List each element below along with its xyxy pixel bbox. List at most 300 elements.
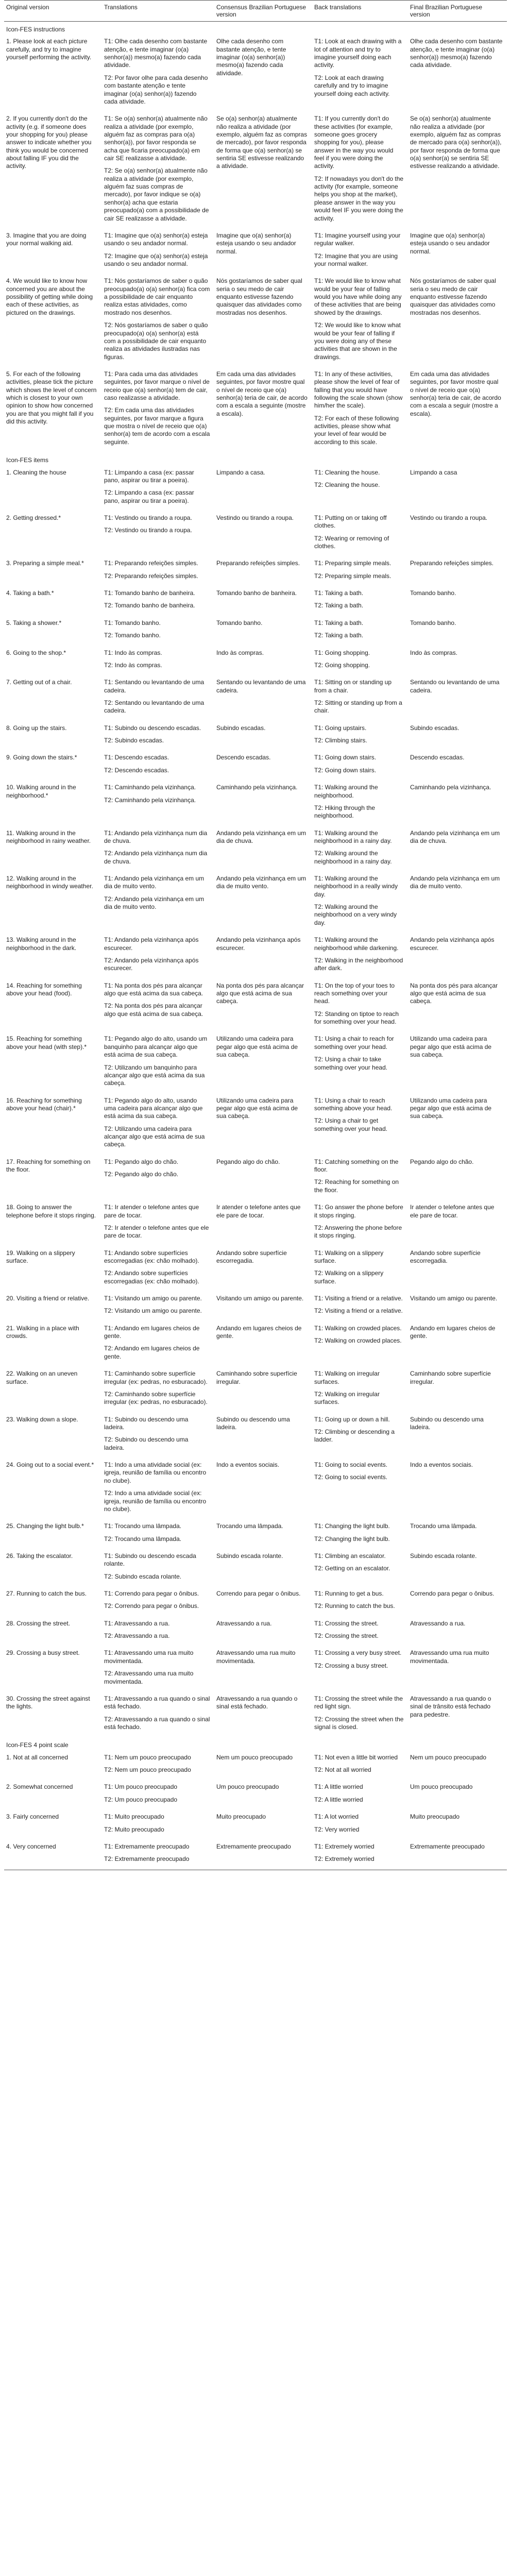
cell-translations xyxy=(102,511,214,556)
cell-translations xyxy=(102,1032,214,1093)
cell-translations-entry: T1: Andando sobre superfícies escorregadias (ex: chão molhado). xyxy=(104,1249,199,1264)
cell-consensus: Ir atender o telefone antes que ele pare de tocar. xyxy=(216,1204,301,1219)
cell-original: 3. Fairly concerned xyxy=(6,1813,59,1821)
cell-final: Atravessando a rua. xyxy=(410,1619,466,1627)
section-heading-row xyxy=(4,22,507,35)
cell-consensus: Andando sobre superfície escorregadia. xyxy=(216,1249,287,1264)
cell-back-translations-entry: T2: Look at each drawing carefully and try to imagine yourself doing each activity. xyxy=(314,74,390,97)
cell-back-translations-entry: T2: Visiting a friend or a relative. xyxy=(314,1307,403,1315)
cell-translations-entry: T2: Caminhando sobre superfície irregular (ex: pedras, no esburacado). xyxy=(104,1390,208,1406)
cell-original: 30. Crossing the street against the lights. xyxy=(6,1694,90,1710)
cell-back-translations-entry: T2: Walking in the neighborhood after dark. xyxy=(314,956,403,972)
cell-translations-entry: T2: Utilizando um banquinho para alcançar algo que está acima da sua cabeça. xyxy=(104,1063,205,1087)
cell-back-translations-entry: T1: Crossing the street. xyxy=(314,1619,379,1627)
cell-translations-entry: T2: Ir atender o telefone antes que ele pare de tocar. xyxy=(104,1224,209,1240)
cell-translations xyxy=(102,367,214,452)
cell-back-translations-entry: T1: Walking around the neighborhood in a rainy day. xyxy=(314,829,392,844)
cell-consensus: Caminhando pela vizinhança. xyxy=(216,784,298,791)
translation-table-container xyxy=(4,0,507,1870)
cell-back-translations-entry: T2: Walking around the neighborhood on a very windy day. xyxy=(314,903,397,926)
table-row xyxy=(4,1200,507,1246)
table-row xyxy=(4,367,507,452)
cell-consensus: Olhe cada desenho com bastante atenção, e tente imaginar (o(a) senhor(a)) mesmo(a) fazendo cada atividade. xyxy=(216,38,286,77)
cell-translations-entry: T1: Visitando um amigo ou parente. xyxy=(104,1295,202,1302)
cell-translations-entry: T2: Andando pela vizinhança após escurecer. xyxy=(104,956,199,972)
cell-back-translations-entry: T1: Preparing simple meals. xyxy=(314,560,391,567)
cell-consensus: Andando pela vizinhança em um dia de chuva. xyxy=(216,829,306,844)
cell-back-translations-entry: T2: Not at all worried xyxy=(314,1766,371,1774)
cell-back-translations-entry: T1: Going upstairs. xyxy=(314,724,367,732)
cell-original: 19. Walking on a slippery surface. xyxy=(6,1249,75,1264)
cell-original: 2. Getting dressed.* xyxy=(6,514,61,521)
table-row xyxy=(4,1587,507,1617)
cell-back-translations-entry: T2: Crossing a busy street. xyxy=(314,1662,388,1669)
cell-translations-entry: T1: Indo a uma atividade social (ex: igreja, reunião de família ou encontro no clube). xyxy=(104,1461,207,1484)
section-heading-row xyxy=(4,452,507,465)
cell-back-translations-entry: T2: Going down stairs. xyxy=(314,766,377,774)
cell-back-translations-entry: T2: Hiking through the neighborhood. xyxy=(314,804,376,820)
cell-translations-entry: T2: Utilizando uma cadeira para alcançar algo que está acima de sua cabeça. xyxy=(104,1125,205,1148)
cell-back-translations-entry: T1: Walking on irregular surfaces. xyxy=(314,1370,380,1385)
cell-back-translations xyxy=(312,1246,408,1292)
cell-translations xyxy=(102,556,214,586)
cell-back-translations-entry: T1: Catching something on the floor. xyxy=(314,1158,399,1174)
cell-translations xyxy=(102,1413,214,1458)
table-row xyxy=(4,872,507,933)
cell-final: Descendo escadas. xyxy=(410,754,465,761)
cell-back-translations xyxy=(312,1519,408,1549)
cell-consensus: Andando pela vizinhança após escurecer. xyxy=(216,936,301,952)
cell-back-translations xyxy=(312,933,408,978)
cell-back-translations-entry: T1: Going shopping. xyxy=(314,649,370,656)
cell-consensus: Limpando a casa. xyxy=(216,468,265,476)
cell-final: Utilizando uma cadeira para pegar algo que está acima de sua cabeça. xyxy=(410,1096,492,1120)
cell-translations-entry: T1: Atravessando a rua quando o sinal está fechado. xyxy=(104,1694,210,1710)
cell-back-translations xyxy=(312,872,408,933)
cell-back-translations-entry: T1: Look at each drawing with a lot of attention and try to imagine yourself doing each activity. xyxy=(314,38,402,69)
cell-consensus: Em cada uma das atividades seguintes, por favor mostre qual o nível de receio que o(a) senhor(a) teria de cair, de acordo com a escala a seguinte (mostre a escala). xyxy=(216,370,308,417)
cell-translations xyxy=(102,781,214,826)
cell-translations-entry: T1: Tomando banho de banheira. xyxy=(104,589,195,597)
cell-final: Andando sobre superfície escorregadia. xyxy=(410,1249,481,1264)
cell-translations-entry: T1: Subindo ou descendo escada rolante. xyxy=(104,1552,196,1568)
cell-consensus: Sentando ou levantando de uma cadeira. xyxy=(216,679,306,694)
cell-final: Olhe cada desenho com bastante atenção, e tente imaginar (o(a) senhor(a)) mesmo(a) fazendo cada atividade. xyxy=(410,38,503,69)
cell-back-translations-entry: T1: Going to social events. xyxy=(314,1461,388,1469)
cell-back-translations-entry: T1: Changing the light bulb. xyxy=(314,1522,390,1530)
table-row xyxy=(4,979,507,1032)
cell-translations-entry: T2: Descendo escadas. xyxy=(104,766,169,774)
cell-back-translations xyxy=(312,229,408,274)
cell-original: 2. Somewhat concerned xyxy=(6,1783,73,1791)
cell-original: 28. Crossing the street. xyxy=(6,1619,71,1627)
cell-translations-entry: T1: Nós gostaríamos de saber o quão preocupado(a) o(a) senhor(a) fica com a possibilidade de cair enquanto realiza estas atividades, como mostrado nos desenhos. xyxy=(104,277,210,316)
cell-original: 5. Taking a shower.* xyxy=(6,619,62,626)
cell-back-translations-entry: T1: Walking on a slippery surface. xyxy=(314,1249,384,1264)
cell-back-translations-entry: T1: Cleaning the house. xyxy=(314,468,380,476)
cell-consensus: Atravessando a rua. xyxy=(216,1619,272,1627)
cell-translations-entry: T2: Tomando banho de banheira. xyxy=(104,602,195,609)
table-row xyxy=(4,1246,507,1292)
cell-original: 8. Going up the stairs. xyxy=(6,724,67,732)
cell-translations-entry: T1: Se o(a) senhor(a) atualmente não realiza a atividade (por exemplo, alguém faz as compras para o(a) senhor(a)), por favor responda se acha que ficaria preocupado(a) em cair SE realizasse a atividade. xyxy=(104,115,208,162)
cell-back-translations-entry: T1: On the top of your toes to reach something over your head. xyxy=(314,981,395,1005)
table-row xyxy=(4,751,507,781)
cell-consensus: Indo a eventos sociais. xyxy=(216,1461,280,1469)
cell-back-translations-entry: T2: Preparing simple meals. xyxy=(314,572,391,580)
cell-back-translations xyxy=(312,367,408,452)
table-row xyxy=(4,229,507,274)
table-row xyxy=(4,1094,507,1155)
cell-translations xyxy=(102,1367,214,1412)
cell-back-translations-entry: T1: Imagine yourself using your regular walker. xyxy=(314,231,401,247)
cell-back-translations-entry: T2: Reaching for something on the floor. xyxy=(314,1178,399,1194)
cell-original: 15. Reaching for something above your head (with step).* xyxy=(6,1035,87,1050)
cell-back-translations xyxy=(312,1292,408,1321)
cell-translations-entry: T2: Preparando refeições simples. xyxy=(104,572,198,580)
cell-translations xyxy=(102,1094,214,1155)
table-row xyxy=(4,933,507,978)
cell-back-translations-entry: T2: Wearing or removing of clothes. xyxy=(314,534,389,550)
table-row xyxy=(4,1367,507,1412)
cell-translations-entry: T1: Caminhando sobre superfície irregular (ex: pedras, no esburacado). xyxy=(104,1370,208,1385)
cell-translations-entry: T1: Subindo ou descendo escadas. xyxy=(104,724,201,732)
cell-translations-entry: T1: Para cada uma das atividades seguintes, por favor marque o nível de receio que o(a) senhor(a) tem de cair, caso realizasse a atividade. xyxy=(104,370,210,402)
cell-back-translations-entry: T1: If you currently don't do these activities (for example, someone goes grocery shopping for you), please answer in the way you would feel if you were doing the activity. xyxy=(314,115,394,170)
cell-consensus: Descendo escadas. xyxy=(216,754,271,761)
cell-original: 27. Running to catch the bus. xyxy=(6,1590,87,1598)
cell-translations-entry: T1: Um pouco preocupado xyxy=(104,1783,178,1791)
cell-translations-entry: T1: Imagine que o(a) senhor(a) esteja usando o seu andador normal. xyxy=(104,231,208,247)
cell-translations xyxy=(102,1200,214,1246)
cell-back-translations xyxy=(312,1458,408,1519)
cell-original: 4. Very concerned xyxy=(4,1840,102,1870)
table-row xyxy=(4,274,507,367)
table-row xyxy=(4,675,507,721)
cell-back-translations-entry: T1: In any of these activities, please show the level of fear of falling that you would have following the scale shown (show him/her the scale). xyxy=(314,370,403,410)
table-row xyxy=(4,781,507,826)
cell-translations-entry: T2: Visitando um amigo ou parente. xyxy=(104,1307,202,1315)
cell-final: Pegando algo do chão. xyxy=(410,1158,474,1165)
cell-translations xyxy=(102,1692,214,1737)
cell-consensus: Utilizando uma cadeira para pegar algo que está acima de sua cabeça. xyxy=(216,1096,298,1120)
translation-table xyxy=(4,0,507,1870)
cell-consensus: Caminhando sobre superfície irregular. xyxy=(216,1370,297,1385)
cell-translations-entry: T2: Em cada uma das atividades seguintes, por favor marque a figura que mostra o nível de receio que o(a) senhor(a) tem de acordo com a escala seguinte. xyxy=(104,406,210,446)
cell-translations-entry: T1: Subindo ou descendo uma ladeira. xyxy=(104,1415,189,1431)
table-row xyxy=(4,1751,507,1781)
cell-original: 29. Crossing a busy street. xyxy=(6,1649,80,1657)
cell-final: Subindo ou descendo uma ladeira. xyxy=(410,1415,484,1431)
cell-final: Ir atender o telefone antes que ele pare de tocar. xyxy=(410,1204,495,1219)
cell-back-translations-entry: T1: A little worried xyxy=(314,1783,363,1791)
cell-translations xyxy=(102,1617,214,1647)
table-row xyxy=(4,646,507,676)
cell-translations-entry: T2: Andando em lugares cheios de gente. xyxy=(104,1345,200,1360)
cell-translations-entry: T1: Extremamente preocupado xyxy=(104,1842,190,1850)
cell-translations-entry: T2: Limpando a casa (ex: passar pano, aspirar ou tirar a poeira). xyxy=(104,489,194,504)
cell-translations xyxy=(102,35,214,112)
cell-translations-entry: T1: Descendo escadas. xyxy=(104,754,169,761)
cell-final: Nem um pouco preocupado xyxy=(410,1753,487,1761)
cell-consensus: Andando pela vizinhança em um dia de muito vento. xyxy=(216,875,306,890)
cell-original: 7. Getting out of a chair. xyxy=(6,679,72,686)
cell-translations xyxy=(102,1646,214,1691)
cell-consensus: Vestindo ou tirando a roupa. xyxy=(216,514,294,521)
cell-back-translations-entry: T2: Going shopping. xyxy=(314,661,370,669)
cell-final: Na ponta dos pés para alcançar algo que está acima de sua cabeça. xyxy=(410,981,498,1005)
cell-translations-entry: T1: Pegando algo do alto, usando um banquinho para alcançar algo que está acima de sua cabeça. xyxy=(104,1035,208,1059)
cell-consensus: Andando em lugares cheios de gente. xyxy=(216,1324,302,1340)
cell-back-translations-entry: T2: Extremely worried xyxy=(314,1855,374,1863)
table-row xyxy=(4,1617,507,1647)
cell-translations-entry: T2: Subindo escadas. xyxy=(104,737,164,744)
cell-original: 23. Walking down a slope. xyxy=(6,1415,78,1423)
cell-original: 12. Walking around in the neighborhood in windy weather. xyxy=(6,875,93,890)
cell-back-translations xyxy=(312,1587,408,1617)
cell-back-translations xyxy=(312,1617,408,1647)
cell-translations-entry: T2: Sentando ou levantando de uma cadeira. xyxy=(104,699,205,715)
table-row xyxy=(4,1413,507,1458)
table-row xyxy=(4,1519,507,1549)
cell-final: Preparando refeições simples. xyxy=(410,560,494,567)
section-heading: Icon-FES items xyxy=(6,456,49,464)
cell-translations xyxy=(102,1810,214,1840)
table-row xyxy=(4,1458,507,1519)
cell-consensus: Preparando refeições simples. xyxy=(216,560,300,567)
cell-original: 1. Not at all concerned xyxy=(6,1753,69,1761)
cell-translations-entry: T1: Atravessando a rua. xyxy=(104,1619,170,1627)
table-row xyxy=(4,1292,507,1321)
cell-final: Tomando banho. xyxy=(410,589,456,597)
cell-consensus: Nem um pouco preocupado xyxy=(216,1753,293,1761)
cell-final: Tomando banho. xyxy=(410,619,456,626)
cell-final: Andando pela vizinhança em um dia de muito vento. xyxy=(410,875,500,890)
cell-final: Caminhando pela vizinhança. xyxy=(410,784,491,791)
table-row xyxy=(4,616,507,646)
cell-back-translations xyxy=(312,1810,408,1840)
cell-back-translations-entry: T2: Taking a bath. xyxy=(314,632,364,639)
cell-back-translations xyxy=(312,1321,408,1367)
table-row xyxy=(4,1549,507,1587)
cell-back-translations xyxy=(312,979,408,1032)
cell-original: 18. Going to answer the telephone before it stops ringing. xyxy=(6,1204,96,1219)
cell-final: Se o(a) senhor(a) atualmente não realiza a atividade (por exemplo, alguém faz as compras de mercado para o(a) senhor(a)), por favor responda de forma que o(a) senhor(a) se sentiria SE estivesse realizando a atividade. xyxy=(410,115,502,170)
cell-translations xyxy=(102,586,214,616)
cell-translations xyxy=(102,751,214,781)
cell-original: 4. Taking a bath.* xyxy=(6,589,54,597)
cell-back-translations xyxy=(312,35,408,112)
cell-final: Andando em lugares cheios de gente. xyxy=(410,1324,496,1340)
cell-consensus: Trocando uma lâmpada. xyxy=(216,1522,283,1530)
cell-back-translations xyxy=(312,1094,408,1155)
cell-back-translations-entry: T2: Using a chair to take something over your head. xyxy=(314,1056,388,1071)
cell-back-translations-entry: T2: Imagine that you are using your normal walker. xyxy=(314,252,398,267)
cell-back-translations-entry: T1: Walking around the neighborhood while darkening. xyxy=(314,936,399,952)
cell-final: Andando pela vizinhança em um dia de chuva. xyxy=(410,829,500,844)
cell-translations xyxy=(102,1587,214,1617)
cell-translations xyxy=(102,1458,214,1519)
cell-back-translations xyxy=(312,112,408,229)
cell-translations-entry: T1: Atravessando uma rua muito movimentada. xyxy=(104,1649,194,1665)
cell-back-translations xyxy=(312,466,408,511)
cell-translations xyxy=(102,1549,214,1587)
cell-translations-entry: T2: Andando pela vizinhança em um dia de muito vento. xyxy=(104,895,205,911)
cell-back-translations-entry: T1: Putting on or taking off clothes. xyxy=(314,514,387,530)
cell-back-translations xyxy=(312,1692,408,1737)
cell-original: 14. Reaching for something above your head (food). xyxy=(6,981,82,997)
cell-translations-entry: T2: Subindo escada rolante. xyxy=(104,1572,182,1580)
cell-back-translations-entry: T2: For each of these following activities, please show what your level of fear would be according to this scale. xyxy=(314,414,399,446)
table-row xyxy=(4,1840,507,1870)
cell-translations xyxy=(102,826,214,872)
cell-translations xyxy=(102,229,214,274)
cell-back-translations-entry: T2: Walking on crowded places. xyxy=(314,1337,402,1345)
cell-back-translations-entry: T1: Taking a bath. xyxy=(314,589,364,597)
cell-back-translations-entry: T2: Climbing stairs. xyxy=(314,737,367,744)
cell-original: 11. Walking around in the neighborhood in rainy weather. xyxy=(6,829,91,844)
cell-back-translations-entry: T2: Walking on irregular surfaces. xyxy=(314,1390,380,1406)
cell-translations-entry: T2: Atravessando a rua. xyxy=(104,1632,170,1640)
cell-back-translations-entry: T2: Using a chair to get something over your head. xyxy=(314,1117,388,1132)
cell-translations-entry: T1: Andando pela vizinhança após escurecer. xyxy=(104,936,199,952)
cell-translations-entry: T2: Na ponta dos pés para alcançar algo que está acima de sua cabeça. xyxy=(104,1002,203,1018)
cell-translations xyxy=(102,1519,214,1549)
cell-back-translations xyxy=(312,556,408,586)
cell-final: Um pouco preocupado xyxy=(410,1783,473,1791)
header-back-translations: Back translations xyxy=(312,1,408,22)
cell-back-translations xyxy=(312,1840,408,1870)
cell-final: Nós gostaríamos de saber qual seria o seu medo de cair enquanto estivesse fazendo quaisquer das atividades como mostradas nos desenhos. xyxy=(410,277,496,316)
cell-back-translations xyxy=(312,1780,408,1810)
cell-consensus: Tomando banho de banheira. xyxy=(216,589,297,597)
cell-consensus: Subindo ou descendo uma ladeira. xyxy=(216,1415,290,1431)
cell-original: 25. Changing the light bulb.* xyxy=(6,1522,84,1530)
cell-original: 10. Walking around in the neighborhood.* xyxy=(6,784,76,799)
cell-translations-entry: T2: Nem um pouco preocupado xyxy=(104,1766,191,1774)
cell-consensus: Um pouco preocupado xyxy=(216,1783,279,1791)
cell-translations-entry: T2: Atravessando a rua quando o sinal está fechado. xyxy=(104,1715,210,1731)
table-row xyxy=(4,826,507,872)
cell-back-translations-entry: T2: Cleaning the house. xyxy=(314,481,380,488)
cell-original: 6. Going to the shop.* xyxy=(6,649,66,656)
cell-translations-entry: T1: Preparando refeições simples. xyxy=(104,560,198,567)
cell-translations-entry: T1: Limpando a casa (ex: passar pano, aspirar ou tirar a poeira). xyxy=(104,468,194,484)
cell-final: Caminhando sobre superfície irregular. xyxy=(410,1370,491,1385)
cell-back-translations-entry: T1: Going down stairs. xyxy=(314,754,377,761)
cell-original: 9. Going down the stairs.* xyxy=(6,754,77,761)
cell-translations xyxy=(102,1292,214,1321)
cell-back-translations-entry: T1: Crossing the street while the red light sign. xyxy=(314,1694,403,1710)
cell-translations-entry: T2: Andando sobre superfícies escorregadias (ex: chão molhado). xyxy=(104,1269,199,1285)
table-row xyxy=(4,1321,507,1367)
header-consensus-version: Consensus Brazilian Portuguese version xyxy=(214,1,312,22)
cell-translations-entry: T1: Olhe cada desenho com bastante atenção, e tente imaginar (o(a) senhor(a)) mesmo(a) fazendo cada atividade. xyxy=(104,38,208,69)
cell-translations xyxy=(102,274,214,367)
cell-translations-entry: T1: Nem um pouco preocupado xyxy=(104,1753,191,1761)
cell-translations xyxy=(102,1155,214,1200)
cell-back-translations-entry: T1: We would like to know what would be your fear of falling would you have while doing any of these activities that are being showed by the drawings. xyxy=(314,277,402,316)
cell-translations xyxy=(102,1321,214,1367)
table-header-row xyxy=(4,1,507,22)
cell-back-translations-entry: T1: Not even a little bit worried xyxy=(314,1753,398,1761)
cell-translations-entry: T1: Sentando ou levantando de uma cadeira. xyxy=(104,679,205,694)
table-body xyxy=(4,22,507,1870)
cell-consensus: Imagine que o(a) senhor(a) esteja usando o seu andador normal. xyxy=(216,231,296,255)
cell-final: Extremamente preocupado xyxy=(408,1840,507,1870)
cell-consensus: Utilizando uma cadeira para pegar algo que está acima de sua cabeça. xyxy=(216,1035,298,1059)
section-heading-row xyxy=(4,1737,507,1750)
table-row xyxy=(4,1692,507,1737)
cell-back-translations xyxy=(312,675,408,721)
cell-consensus: Correndo para pegar o ônibus. xyxy=(216,1590,301,1598)
cell-consensus: Na ponta dos pés para alcançar algo que está acima de sua cabeça. xyxy=(216,981,304,1005)
header-final-version: Final Brazilian Portuguese version xyxy=(408,1,507,22)
cell-original: 20. Visiting a friend or relative. xyxy=(6,1295,90,1302)
cell-back-translations-entry: T2: Standing on tiptoe to reach for something over your head. xyxy=(314,1010,399,1026)
cell-back-translations-entry: T1: Sitting on or standing up from a chair. xyxy=(314,679,392,694)
cell-final: Atravessando a rua quando o sinal de trânsito está fechado para pedestre. xyxy=(410,1694,491,1718)
cell-back-translations xyxy=(312,616,408,646)
cell-back-translations-entry: T1: Walking on crowded places. xyxy=(314,1324,402,1332)
cell-translations xyxy=(102,1751,214,1781)
cell-back-translations xyxy=(312,274,408,367)
cell-original: 3. Imagine that you are doing your normal walking aid. xyxy=(6,231,87,247)
cell-translations-entry: T2: Um pouco preocupado xyxy=(104,1795,178,1803)
cell-back-translations xyxy=(312,646,408,676)
cell-translations xyxy=(102,933,214,978)
cell-translations xyxy=(102,1780,214,1810)
cell-final: Atravessando uma rua muito movimentada. xyxy=(410,1649,489,1665)
cell-translations-entry: T2: Muito preocupado xyxy=(104,1825,164,1833)
cell-original: 3. Preparing a simple meal.* xyxy=(6,560,84,567)
cell-back-translations xyxy=(312,1751,408,1781)
cell-translations-entry: T1: Correndo para pegar o ônibus. xyxy=(104,1590,199,1598)
cell-back-translations-entry: T1: Running to get a bus. xyxy=(314,1590,384,1598)
cell-back-translations-entry: T2: Sitting or standing up from a chair. xyxy=(314,699,402,715)
cell-back-translations xyxy=(312,1155,408,1200)
cell-back-translations xyxy=(312,826,408,872)
cell-translations-entry: T2: Correndo para pegar o ônibus. xyxy=(104,1602,199,1610)
cell-final: Visitando um amigo ou parente. xyxy=(410,1295,498,1302)
cell-original: 22. Walking on an uneven surface. xyxy=(6,1370,78,1385)
cell-back-translations xyxy=(312,586,408,616)
cell-back-translations xyxy=(312,1549,408,1587)
cell-translations xyxy=(102,616,214,646)
cell-translations-entry: T1: Na ponta dos pés para alcançar algo que está acima da sua cabeça. xyxy=(104,981,203,997)
cell-translations xyxy=(102,112,214,229)
cell-back-translations-entry: T1: Visiting a friend or a relative. xyxy=(314,1295,403,1302)
cell-back-translations-entry: T2: Crossing the street when the signal is closed. xyxy=(314,1715,404,1731)
cell-back-translations-entry: T1: Taking a bath. xyxy=(314,619,364,626)
cell-final: Em cada uma das atividades seguintes, por favor mostre qual o nível de receio que o(a) senhor(a) teria de cair, de acordo com a escala a seguir (mostre a escala). xyxy=(410,370,501,417)
cell-back-translations-entry: T2: Climbing or descending a ladder. xyxy=(314,1428,395,1444)
cell-translations-entry: T1: Tomando banho. xyxy=(104,619,161,626)
cell-back-translations-entry: T2: Running to catch the bus. xyxy=(314,1602,395,1610)
cell-final: Indo às compras. xyxy=(410,649,458,656)
cell-translations-entry: T2: Nós gostaríamos de saber o quão preocupado(a) o(a) senhor(a) está com a possibilidade de cair enquanto realiza as atividades ilustradas nas figuras. xyxy=(104,321,208,361)
cell-final: Trocando uma lâmpada. xyxy=(410,1522,477,1530)
cell-consensus: Subindo escada rolante. xyxy=(216,1552,283,1560)
cell-back-translations-entry: T1: Walking around the neighborhood. xyxy=(314,784,378,799)
cell-back-translations-entry: T2: Changing the light bulb. xyxy=(314,1535,390,1543)
cell-original: 17. Reaching for something on the floor. xyxy=(6,1158,91,1174)
cell-translations-entry: T2: Andando pela vizinhança num dia de chuva. xyxy=(104,850,208,865)
cell-original: 21. Walking in a place with crowds. xyxy=(6,1324,79,1340)
cell-back-translations-entry: T1: Walking around the neighborhood in a really windy day. xyxy=(314,875,398,898)
cell-back-translations-entry: T1: Crossing a very busy street. xyxy=(314,1649,402,1657)
cell-final: Indo a eventos sociais. xyxy=(410,1461,473,1469)
